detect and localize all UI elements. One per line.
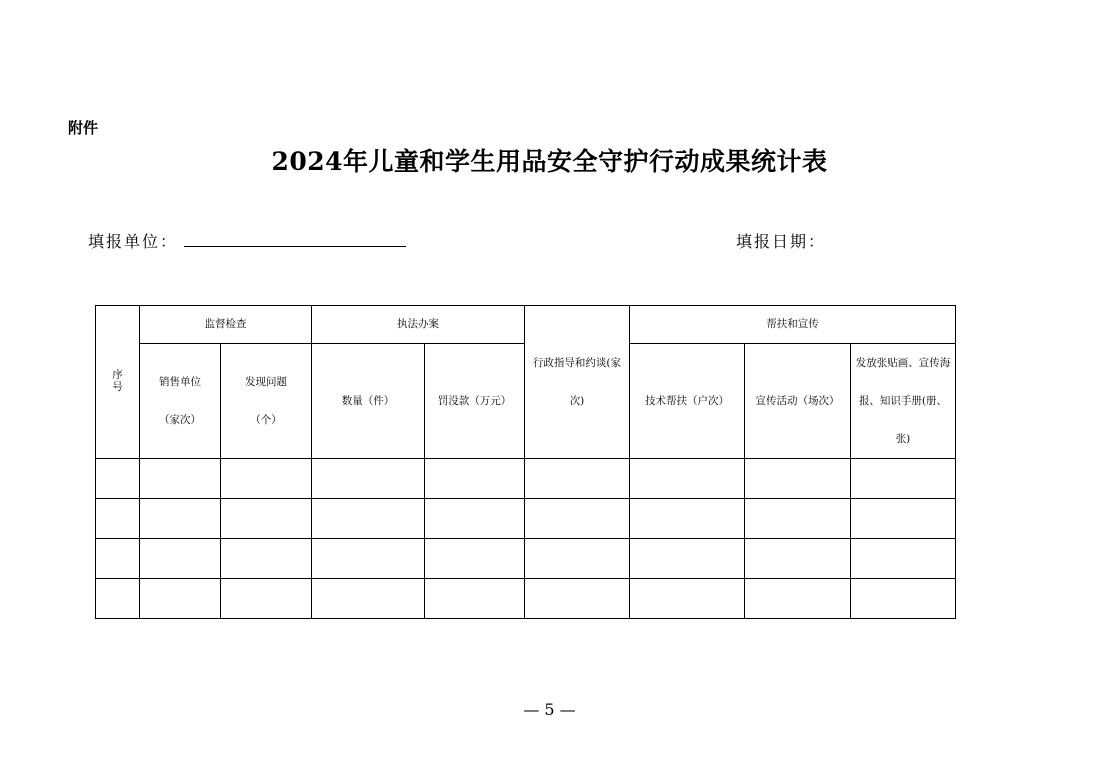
table-row [96,579,956,619]
table-cell[interactable] [221,539,312,579]
statistics-table [95,305,956,619]
table-cell[interactable] [140,579,221,619]
table-cell[interactable] [221,459,312,499]
header-support: 帮扶和宣传 [630,306,956,344]
table-cell[interactable] [745,459,851,499]
table-cell[interactable] [140,499,221,539]
header-fines: 罚没款（万元） [425,344,525,459]
table-cell[interactable] [745,579,851,619]
table-cell[interactable] [140,539,221,579]
header-seq: 序号 [96,306,140,459]
table-cell[interactable] [851,459,956,499]
table-cell[interactable] [630,499,745,539]
table-cell[interactable] [851,499,956,539]
header-promo-events: 宣传活动（场次） [745,344,851,459]
table-cell[interactable] [425,499,525,539]
header-supervision: 监督检查 [140,306,312,344]
table-cell[interactable] [630,459,745,499]
table-cell[interactable] [96,499,140,539]
table-cell[interactable] [221,579,312,619]
table-cell[interactable] [312,499,425,539]
fill-date-label: 填报日期： [736,232,827,251]
table-cell[interactable] [630,539,745,579]
table-cell[interactable] [525,459,630,499]
table-cell[interactable] [745,499,851,539]
table-cell[interactable] [525,579,630,619]
table-cell[interactable] [745,539,851,579]
table-cell[interactable] [525,539,630,579]
table-cell[interactable] [96,459,140,499]
header-case-count: 数量（件） [312,344,425,459]
document-title: 2024年儿童和学生用品安全守护行动成果统计表 [271,147,828,176]
header-enforcement: 执法办案 [312,306,525,344]
table-cell[interactable] [425,579,525,619]
table-cell[interactable] [630,579,745,619]
table-cell[interactable] [140,459,221,499]
table-cell[interactable] [425,539,525,579]
table-cell[interactable] [425,459,525,499]
table-cell[interactable] [221,499,312,539]
header-tech-support: 技术帮扶（户次） [630,344,745,459]
table-row [96,499,956,539]
header-sales-units: 销售单位（家次） [140,344,221,459]
fill-unit-blank[interactable] [184,246,406,247]
page-number: — 5 — [523,700,576,719]
table-row [96,459,956,499]
table-cell[interactable] [851,579,956,619]
fill-unit-label: 填报单位： [88,232,179,251]
table-cell[interactable] [312,459,425,499]
table-cell[interactable] [525,499,630,539]
header-issues-found: 发现问题（个） [221,344,312,459]
table-cell[interactable] [312,539,425,579]
table-cell[interactable] [96,579,140,619]
attachment-label: 附件 [68,119,99,137]
header-admin-guidance: 行政指导和约谈(家次) [525,306,630,459]
table-cell[interactable] [312,579,425,619]
header-materials: 发放张贴画、宣传海报、知识手册(册、张) [851,344,956,459]
table-row [96,539,956,579]
table-cell[interactable] [96,539,140,579]
table-cell[interactable] [851,539,956,579]
